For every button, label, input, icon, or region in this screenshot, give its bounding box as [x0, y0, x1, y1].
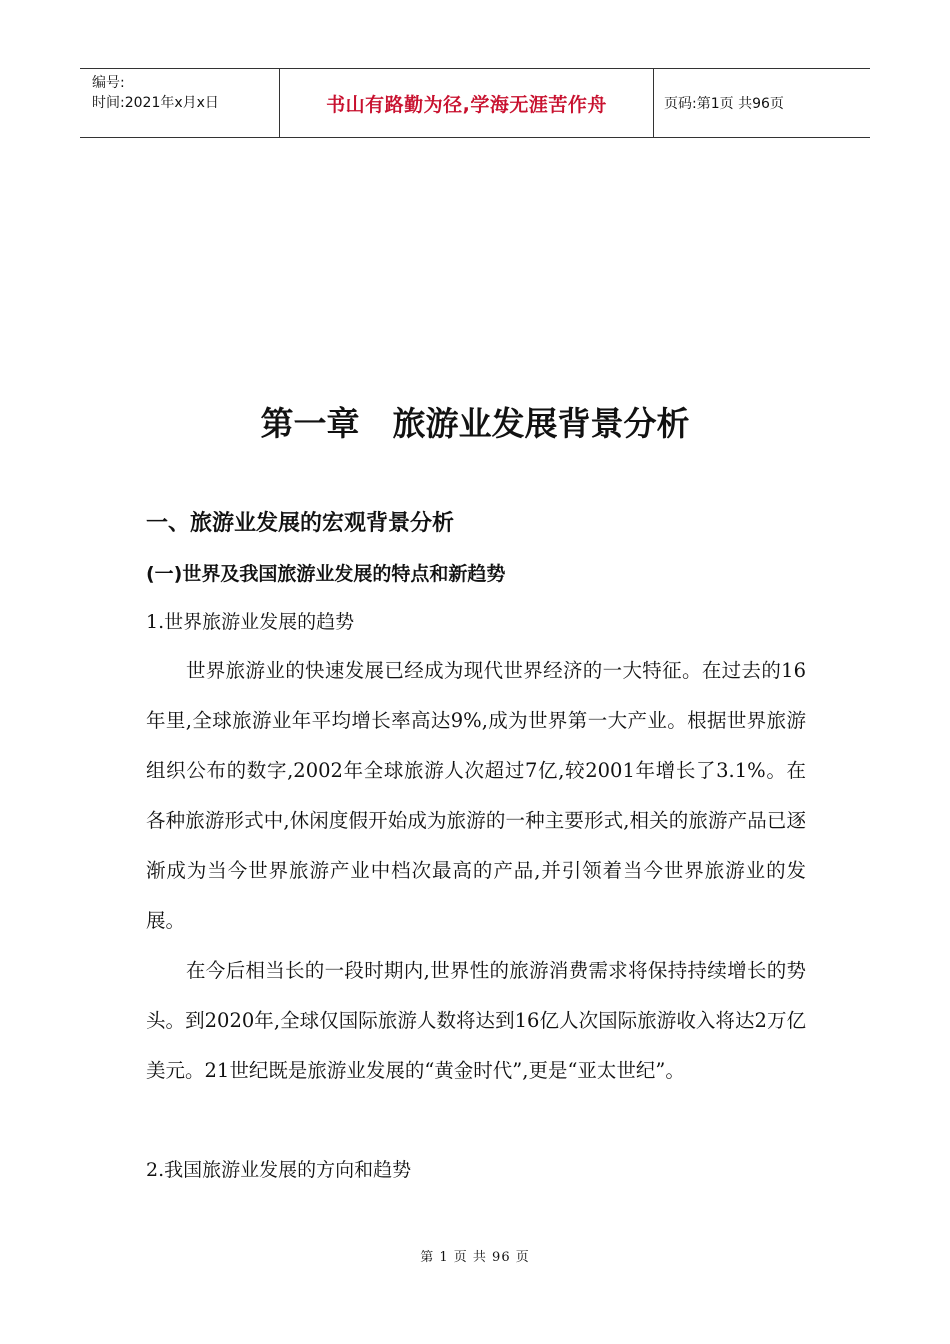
page-header	[80, 68, 870, 138]
header-motto: 书山有路勤为径,学海无涯苦作舟	[326, 93, 607, 116]
chapter-title: 第一章 旅游业发展背景分析	[260, 404, 690, 443]
header-page-info: 页码:第1页 共96页	[664, 96, 784, 112]
paragraph-2: 在今后相当长的一段时期内,世界性的旅游消费需求将保持持续增长的势头。到2020年,全球仅国际旅游人数将达到16亿人次国际旅游收入将达2万亿美元。21世纪既是旅游业发展的“黄金时代”,更是“亚太世纪”。	[146, 959, 806, 1082]
header-number: 编号:	[92, 75, 125, 91]
paragraph-1: 世界旅游业的快速发展已经成为现代世界经济的一大特征。在过去的16年里,全球旅游业年平均增长率高达9%,成为世界第一大产业。根据世界旅游组织公布的数字,2002年全球旅游人次超过7亿,较2001年增长了3.1%。在各种旅游形式中,休闲度假开始成为旅游的一种主要形式,相关的旅游产品已逐渐成为当今世界旅游产业中档次最高的产品,并引领着当今世界旅游业的发展。	[146, 659, 806, 932]
header-time: 时间:2021年x月x日	[92, 95, 219, 111]
header-meta	[80, 69, 280, 137]
subsection-title: (一)世界及我国旅游业发展的特点和新趋势	[146, 563, 506, 585]
header-motto-cell	[280, 69, 654, 137]
item-1-title: 1.世界旅游业发展的趋势	[146, 611, 355, 633]
page-footer: 第 1 页 共 96 页	[420, 1250, 530, 1265]
section-title: 一、旅游业发展的宏观背景分析	[146, 511, 455, 536]
item-2-title: 2.我国旅游业发展的方向和趋势	[146, 1159, 412, 1181]
